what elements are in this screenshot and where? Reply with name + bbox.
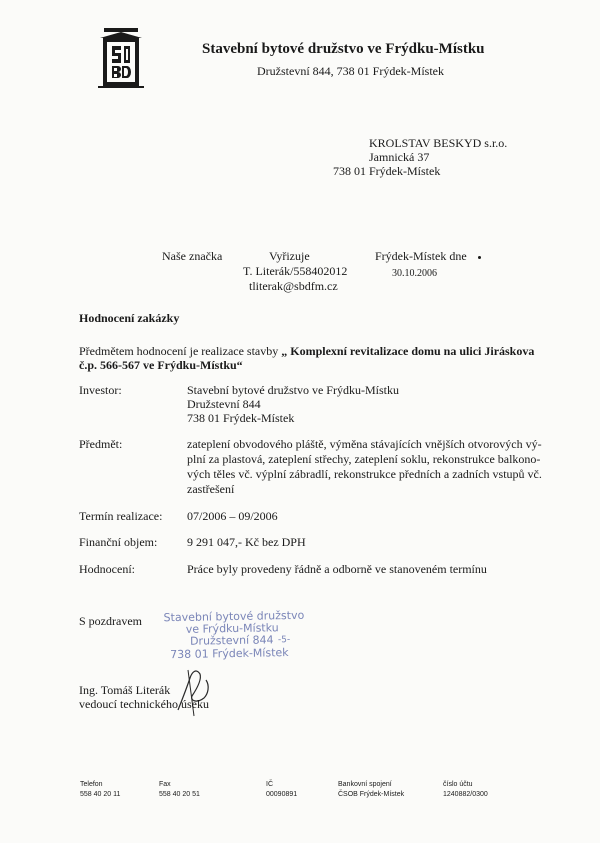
footer-account-value: 1240882/0300 (443, 791, 488, 798)
predmet-label: Předmět: (79, 437, 123, 451)
document-heading: Hodnocení zakázky (79, 311, 180, 325)
stamp-line-4: 738 01 Frýdek-Místek (170, 646, 289, 662)
nase-znacka-label: Naše značka (162, 249, 223, 263)
date-dot (478, 256, 481, 259)
investor-line-2: Družstevní 844 (187, 397, 261, 411)
predmet-line-4: zastřešení (187, 482, 235, 496)
signer-name: Ing. Tomáš Literák (79, 683, 171, 697)
financni-label: Finanční objem: (79, 535, 158, 549)
intro-line-1 (79, 344, 534, 359)
sbd-logo (98, 28, 144, 88)
financni-value: 9 291 047,- Kč bez DPH (187, 535, 306, 549)
intro-line-2: č.p. 566-567 ve Frýdku-Místku“ (79, 358, 243, 372)
recipient-city: 738 01 Frýdek-Místek (333, 164, 441, 178)
organization-name: Stavební bytové družstvo ve Frýdku-Místku (202, 41, 485, 57)
footer-ic-value: 00090891 (266, 791, 298, 798)
investor-label: Investor: (79, 383, 122, 397)
sbd-logo-graphic (98, 28, 144, 88)
recipient-street: Jamnická 37 (369, 150, 430, 164)
recipient-name: KROLSTAV BESKYD s.r.o. (369, 136, 508, 150)
termin-value: 07/2006 – 09/2006 (187, 509, 278, 523)
termin-label: Termín realizace: (79, 509, 163, 523)
predmet-line-2: plní za plastová, zateplení střechy, zateplení soklu, rekonstrukce balkono- (187, 452, 541, 466)
signer-title: vedoucí technického úseku (79, 697, 209, 711)
hodnoceni-label: Hodnocení: (79, 562, 135, 576)
footer-telefon-label: Telefon (80, 781, 103, 788)
organization-address: Družstevní 844, 738 01 Frýdek-Místek (257, 64, 444, 78)
predmet-line-1: zateplení obvodového pláště, výměna stávajících vnějších otvorových vý- (187, 437, 542, 451)
intro-normal-text: Předmětem hodnocení je realizace stavby (79, 344, 282, 358)
predmet-line-3: vých těles vč. výplní zábradlí, rekonstrukce předních a zadních vstupů vč. (187, 467, 542, 481)
investor-line-1: Stavební bytové družstvo ve Frýdku-Místku (187, 383, 399, 397)
footer-account-label: číslo účtu (443, 781, 473, 788)
stamp-line-1: Stavební bytové družstvo (163, 608, 305, 625)
stamp-mark: -5- (277, 635, 291, 646)
vyrizuje-email: tliterak@sbdfm.cz (249, 279, 338, 293)
footer-bank-label: Bankovní spojení (338, 781, 392, 788)
vyrizuje-label: Vyřizuje (269, 249, 310, 263)
intro-project-name: „ Komplexní revitalizace domu na ulici Jiráskova (281, 344, 535, 358)
footer-bank-value: ČSOB Frýdek-Místek (338, 791, 405, 798)
footer-fax-label: Fax (159, 781, 171, 788)
stamp-line-3: Družstevní 844 (189, 633, 274, 648)
footer-fax-value: 558 40 20 51 (159, 791, 200, 798)
footer-ic-label: IČ (266, 781, 273, 788)
date-label: Frýdek-Místek dne (375, 249, 467, 263)
hodnoceni-value: Práce byly provedeny řádně a odborně ve stanoveném termínu (187, 562, 487, 576)
greeting: S pozdravem (79, 614, 142, 628)
investor-line-3: 738 01 Frýdek-Místek (187, 411, 295, 425)
date-value: 30.10.2006 (392, 268, 437, 279)
footer-telefon-value: 558 40 20 11 (80, 791, 121, 798)
vyrizuje-phone: T. Literák/558402012 (243, 264, 348, 278)
stamp-line-2: ve Frýdku-Místku (185, 621, 279, 636)
